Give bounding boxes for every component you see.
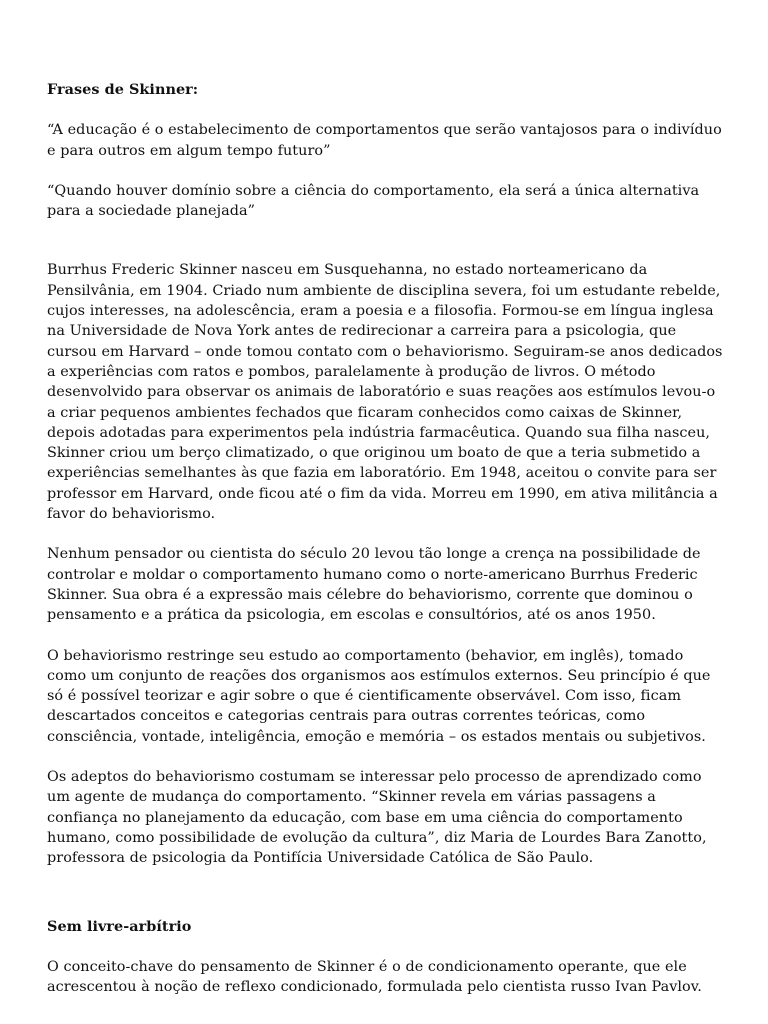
quotes-heading: Frases de Skinner:: [47, 81, 199, 98]
education-paragraph: Os adeptos do behaviorismo costumam se interessar pelo processo de aprendizado como um agente de mudança do comportamento. “Skinner revela em várias passagens a confiança no planejamento da educação, com base em uma ciência do comportamento humano, como possibilidade de evolução da cultura”, diz Maria de Lourdes Bara Zanotto, professora de psicologia da Pontifícia Universidade Católica de São Paulo.: [47, 769, 707, 867]
influence-paragraph: Nenhum pensador ou cientista do século 20 levou tão longe a crença na possibilidade de controlar e moldar o comportamento humano como o norte-americano Burrhus Frederic Skinner. Sua obra é a expressão mais célebre do behaviorismo, corrente que dominou o pensamento e a prática da psicologia, em escolas e consultórios, até os anos 1950.: [47, 546, 701, 624]
section-heading: Sem livre-arbítrio: [47, 917, 192, 935]
quote-2: “Quando houver domínio sobre a ciência do comportamento, ela será a única alternativa para a sociedade planejada”: [47, 182, 700, 220]
conditioning-paragraph: O conceito-chave do pensamento de Skinner é o de condicionamento operante, que ele acrescentou à noção de reflexo condicionado, formulada pelo cientista russo Ivan Pavlov.: [47, 958, 702, 996]
document-page: [47, 80, 727, 997]
biography-paragraph: Burrhus Frederic Skinner nasceu em Susquehanna, no estado norteamericano da Pensilvânia, em 1904. Criado num ambiente de disciplina severa, foi um estudante rebelde, cujos interesses, na adolescência, eram a poesia e a filosofia. Formou-se em língua inglesa na Universidade de Nova York antes de redirecionar a carreira para a psicologia, que cursou em Harvard – onde tomou contato com o behaviorismo. Seguiram-se anos dedicados a experiências com ratos e pombos, paralelamente à produção de livros. O método desenvolvido para observar os animais de laboratório e suas reações aos estímulos levou-o a criar pequenos ambientes fechados que ficaram conhecidos como caixas de Skinner, depois adotadas para experimentos pela indústria farmacêutica. Quando sua filha nasceu, Skinner criou um berço climatizado, o que originou um boato de que a teria submetido a experiências semelhantes às que fazia em laboratório. Em 1948, aceitou o convite para ser professor em Harvard, onde ficou até o fim da vida. Morreu em 1990, em ativa militância a favor do behaviorismo.: [47, 262, 723, 523]
behaviorism-paragraph: O behaviorismo restringe seu estudo ao comportamento (behavior, em inglês), tomado como um conjunto de reações dos organismos aos estímulos externos. Seu princípio é que só é possível teorizar e agir sobre o que é cientificamente observável. Com isso, ficam descartados conceitos e categorias centrais para outras correntes teóricas, como consciência, vontade, inteligência, emoção e memória – os estados mentais ou subjetivos.: [47, 647, 711, 745]
quote-1: “A educação é o estabelecimento de comportamentos que serão vantajosos para o indivíduo e para outros em algum tempo futuro”: [47, 122, 722, 159]
